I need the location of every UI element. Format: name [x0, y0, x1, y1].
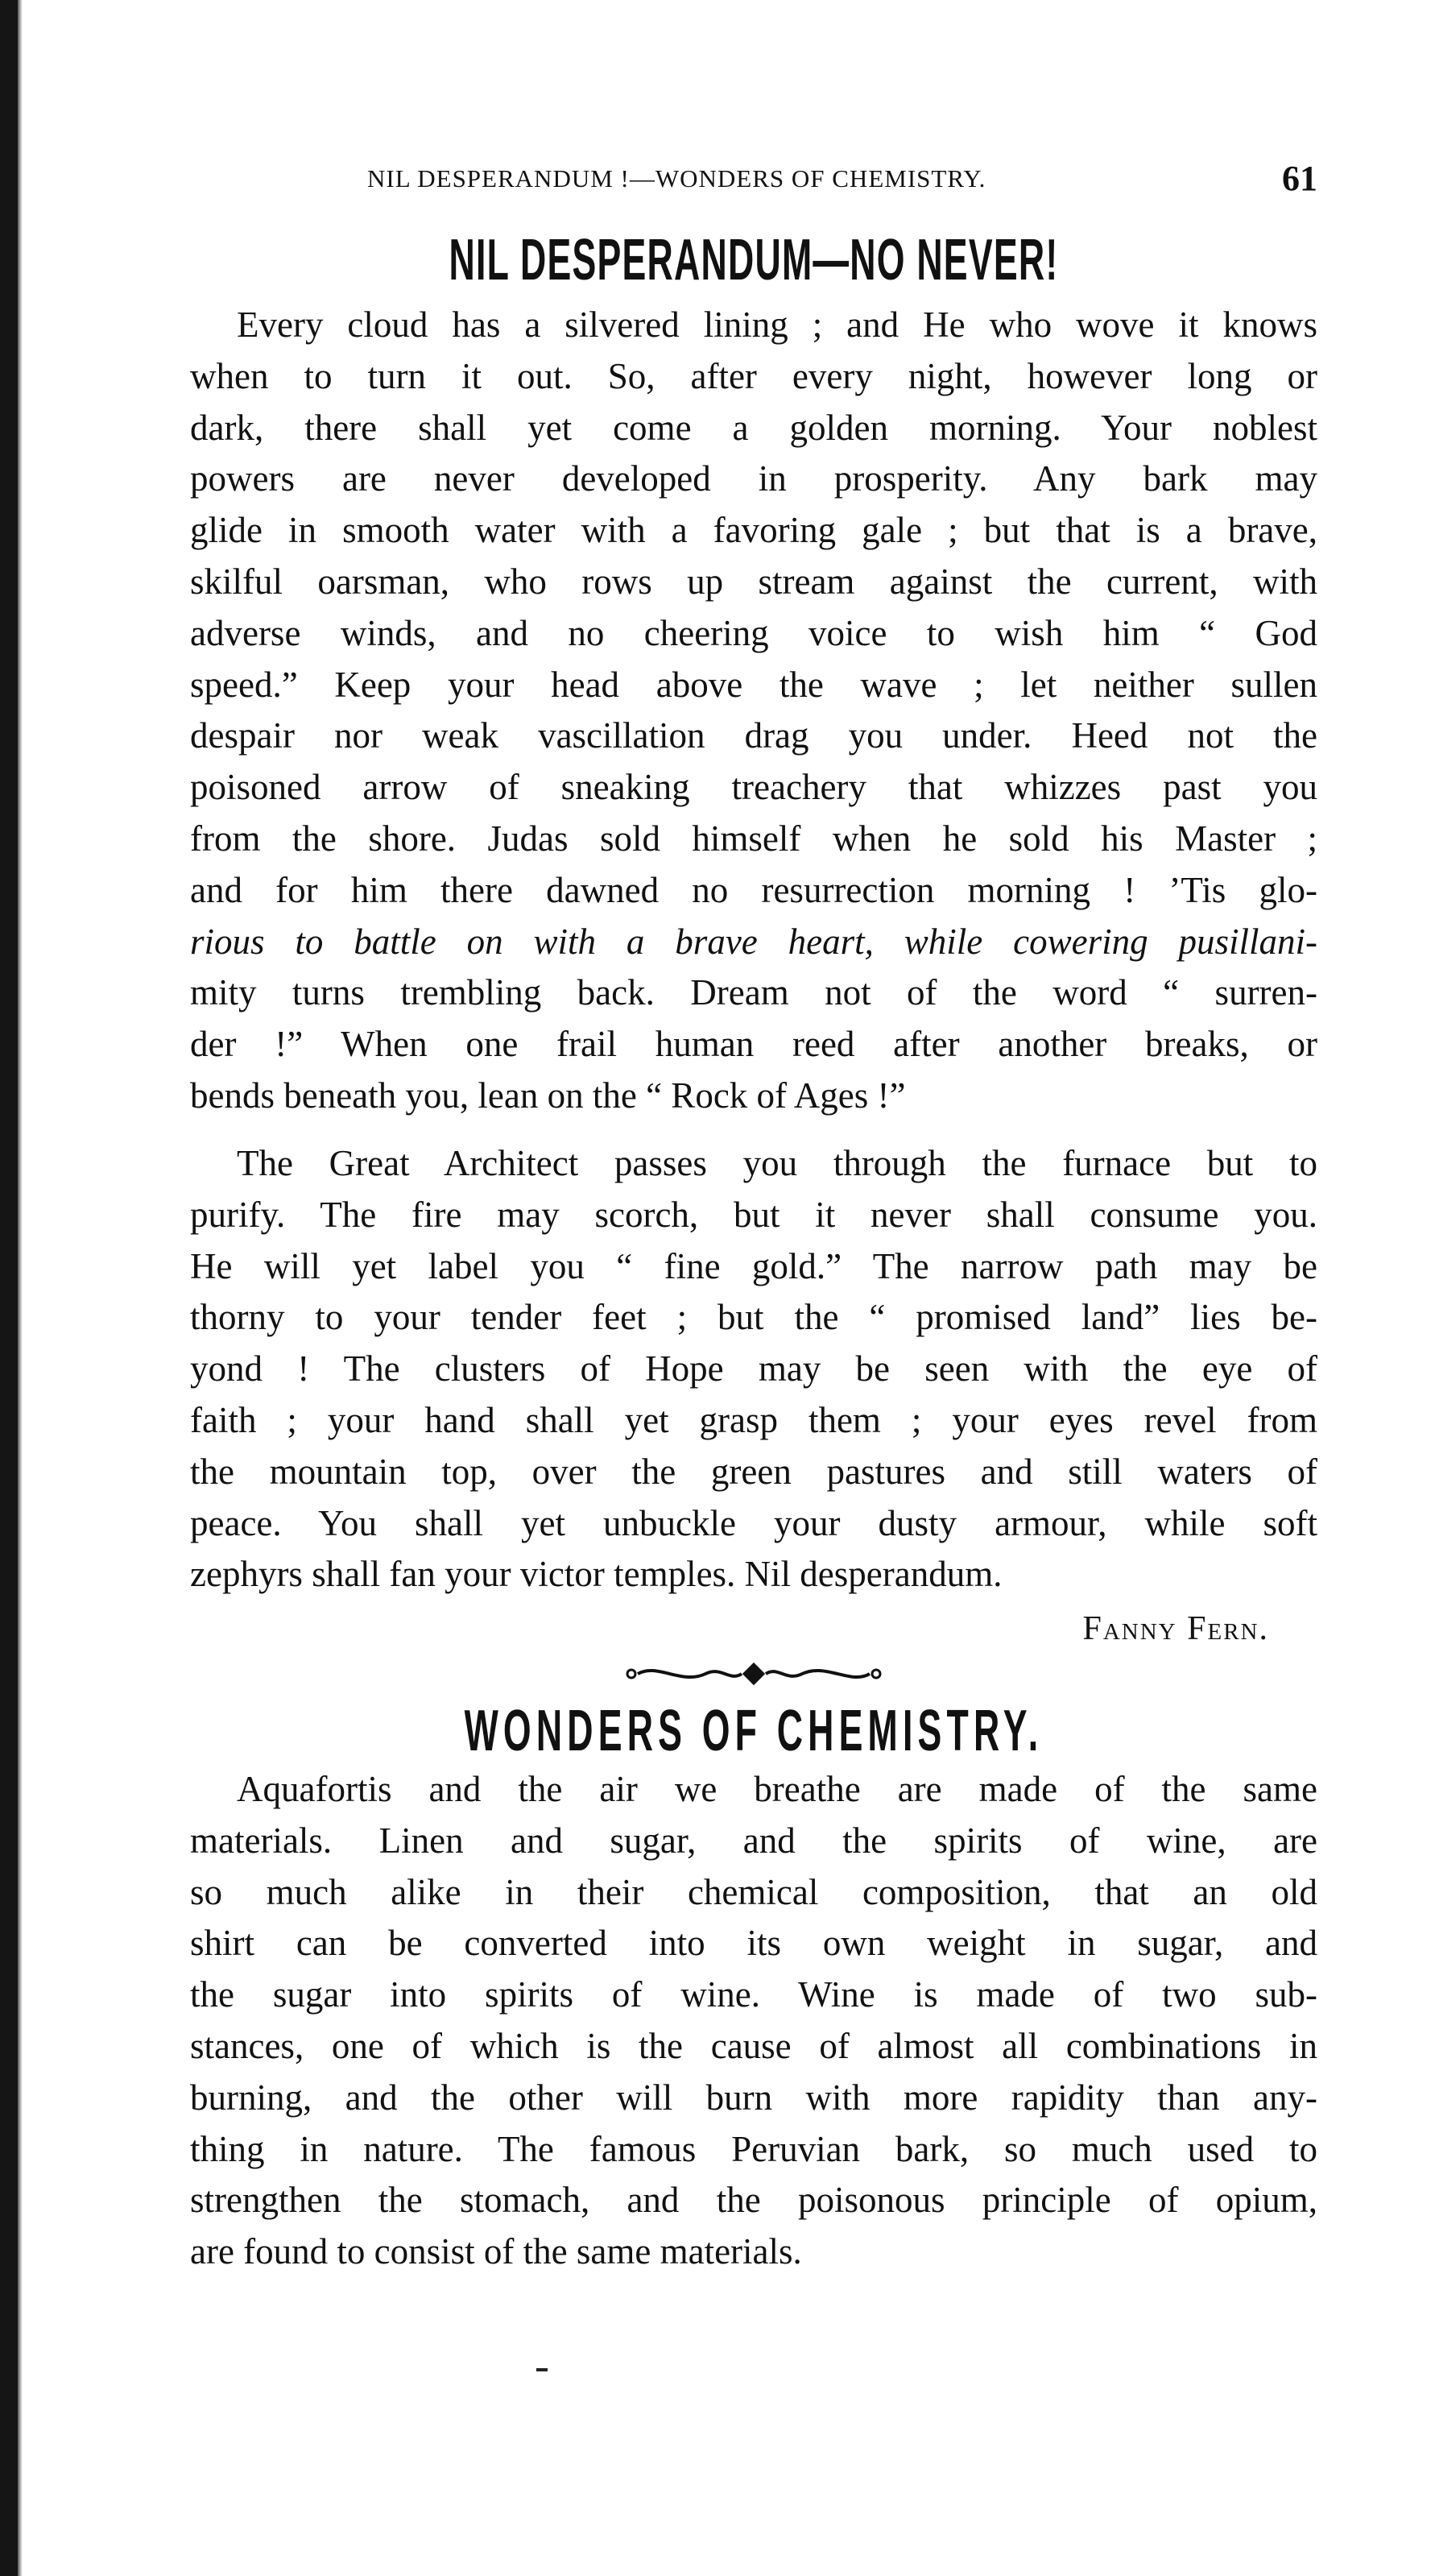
text-line: bends beneath you, lean on the “ Rock of Ages !” — [190, 1075, 906, 1116]
text-line: stances, one of which is the cause of almost all combinations in — [190, 2025, 1317, 2066]
text-line: from the shore. Judas sold himself when he sold his Master ; — [190, 818, 1317, 859]
text-line: materials. Linen and sugar, and the spirits of wine, are — [190, 1820, 1317, 1861]
text-line: powers are never developed in prosperity. Any bark may — [190, 458, 1317, 499]
text-line: dark, there shall yet come a golden morning. Your noblest — [190, 407, 1317, 448]
text-line: der !” When one frail human reed after another breaks, or — [190, 1024, 1317, 1065]
page-number: 61 — [1282, 159, 1317, 198]
text-line: zephyrs shall fan your victor temples. Nil desperandum. — [190, 1554, 1003, 1595]
text-line: The Great Architect passes you through the furnace but to — [237, 1143, 1317, 1183]
text-line: Every cloud has a silvered lining ; and He who wove it knows — [237, 304, 1317, 345]
text-line: and for him there dawned no resurrection morning ! ’Tis glo- — [190, 869, 1317, 910]
section-title-wonders-of-chemistry: WONDERS OF CHEMISTRY. — [464, 1699, 1044, 1763]
text-line: peace. You shall yet unbuckle your dusty armour, while soft — [190, 1502, 1317, 1543]
paragraph-nil-desperandum-1 — [190, 300, 1317, 1122]
text-line: He will yet label you “ fine gold.” The narrow path may be — [190, 1245, 1317, 1286]
text-line: burning, and the other will burn with more rapidity than any- — [190, 2077, 1317, 2118]
ink-speck — [536, 2368, 548, 2371]
text-line: strengthen the stomach, and the poisonous principle of opium, — [190, 2180, 1317, 2221]
text-line: mity turns trembling back. Dream not of the word “ surren- — [190, 972, 1317, 1013]
book-spine-shadow — [0, 0, 18, 2576]
text-line: despair nor weak vascillation drag you under. Heed not the — [190, 715, 1317, 756]
text-line: the sugar into spirits of wine. Wine is made of two sub- — [190, 1974, 1317, 2015]
spine-edge-gradient — [18, 0, 23, 2576]
text-line: skilful oarsman, who rows up stream against the current, with — [190, 561, 1317, 602]
text-line: speed.” Keep your head above the wave ; let neither sullen — [190, 664, 1317, 705]
paragraph-nil-desperandum-2 — [190, 1138, 1317, 1601]
text-line: adverse winds, and no cheering voice to wish him “ God — [190, 612, 1317, 653]
text-line: when to turn it out. So, after every night, however long or — [190, 355, 1317, 396]
text-line: purify. The fire may scorch, but it never shall consume you. — [190, 1194, 1317, 1235]
text-line: faith ; your hand shall yet grasp them ; your eyes revel from — [190, 1399, 1317, 1440]
running-title: NIL DESPERANDUM !—WONDERS OF CHEMISTRY. — [367, 164, 986, 193]
text-line: glide in smooth water with a favoring gale ; but that is a brave, — [190, 510, 1317, 551]
text-line: poisoned arrow of sneaking treachery that whizzes past you — [190, 767, 1317, 808]
running-head — [367, 158, 1317, 198]
text-line: shirt can be converted into its own weight in sugar, and — [190, 1923, 1317, 1964]
ornamental-divider — [625, 1659, 883, 1688]
author-signature: Fanny Fern. — [1082, 1610, 1269, 1647]
text-line: the mountain top, over the green pastures and still waters of — [190, 1451, 1317, 1492]
text-line: thing in nature. The famous Peruvian bark, so much used to — [190, 2128, 1317, 2169]
text-line: yond ! The clusters of Hope may be seen with the eye of — [190, 1348, 1317, 1389]
text-line: thorny to your tender feet ; but the “ promised land” lies be- — [190, 1297, 1317, 1338]
text-line: so much alike in their chemical composition, that an old — [190, 1871, 1317, 1912]
paragraph-wonders-of-chemistry — [190, 1764, 1317, 2278]
section-title-nil-desperandum: NIL DESPERANDUM—NO NEVER! — [449, 228, 1059, 292]
text-line: Aquafortis and the air we breathe are made of the same — [237, 1769, 1317, 1809]
text-line: are found to consist of the same materials. — [190, 2231, 802, 2272]
text-line: rious to battle on with a brave heart, while cowering pusillani- — [190, 921, 1317, 962]
